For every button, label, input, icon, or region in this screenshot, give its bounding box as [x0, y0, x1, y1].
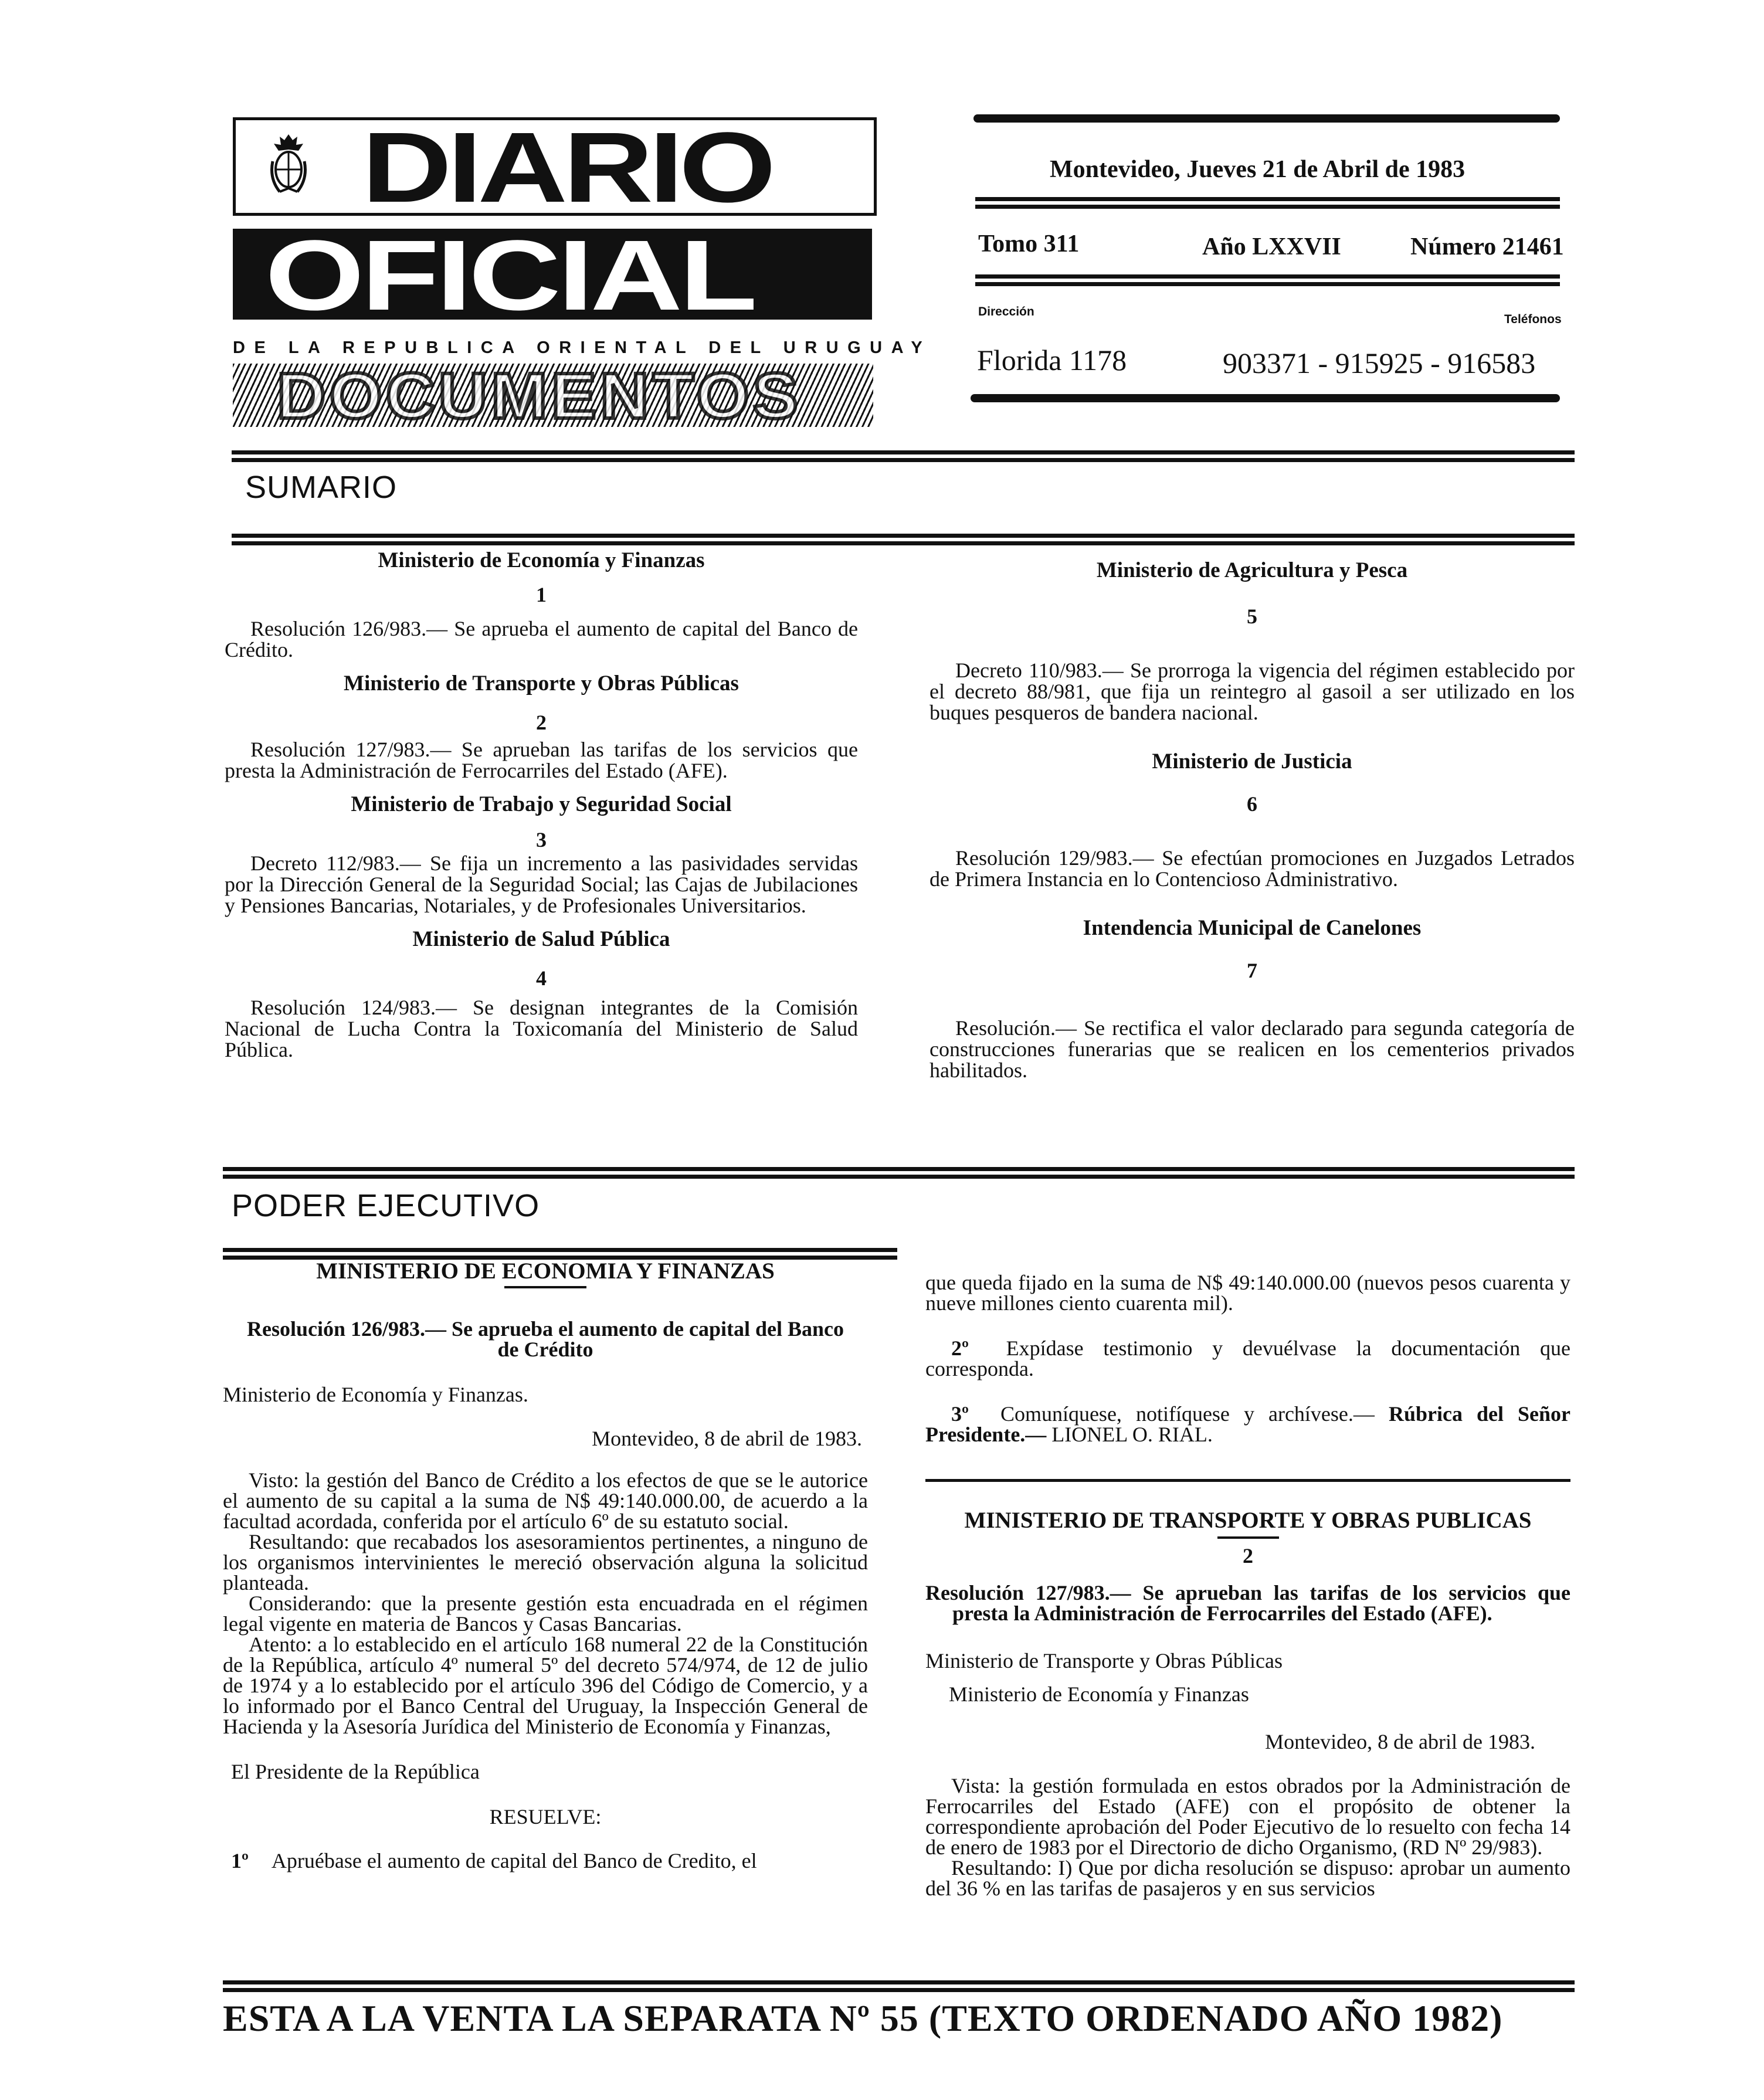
sumario-entry [225, 794, 858, 916]
sumario-ministry: Ministerio de Agricultura y Pesca [1096, 558, 1408, 582]
header-rule-top [973, 114, 1560, 123]
tomo: Tomo 311 [978, 230, 1080, 257]
footer-rule [223, 1980, 1575, 1992]
direccion-value: Florida 1178 [977, 344, 1127, 376]
resolve-item-3 [925, 1404, 1570, 1445]
sumario-rule-bottom [232, 534, 1575, 545]
sumario-number: 7 [1247, 959, 1257, 982]
issuer-2: Ministerio de Economía y Finanzas [949, 1682, 1249, 1706]
sumario-summary: Resolución.— Se rectifica el valor declarado para segunda categoría de construcciones funerarias que se realicen en los cementerios privados habilitados. [930, 1016, 1575, 1082]
issuer: Ministerio de Economía y Finanzas. [223, 1383, 528, 1406]
anio: Año LXXVII [1202, 233, 1341, 260]
resultando-paragraph: Resultando: que recabados los asesoramientos pertinentes, a ninguno de los organismos intervinientes le mereció observación alguna la solicitud planteada. [223, 1530, 868, 1594]
resolution-date: Montevideo, 8 de abril de 1983. [592, 1427, 862, 1450]
sumario-entry [225, 550, 858, 660]
resolve-item-2 [925, 1338, 1570, 1379]
documentos-banner [233, 364, 873, 427]
considerando-paragraph: Considerando: que la presente gestión esta encuadrada en el régimen legal vigente en materia de Bancos y Casas Bancarias. [223, 1592, 868, 1636]
telefonos-label: Teléfonos [1504, 313, 1562, 326]
masthead-title-diario: DIARIO [362, 112, 772, 223]
ministry-underline [1217, 1536, 1279, 1539]
resolve-item-1 [223, 1851, 868, 1871]
article-right-column [925, 1273, 1570, 1899]
telefonos-value: 903371 - 915925 - 916583 [1223, 347, 1536, 379]
poder-ejecutivo-rule-top [223, 1167, 1575, 1179]
sumario-number: 5 [1247, 605, 1257, 628]
sumario-ministry: Ministerio de Transporte y Obras Públicas [344, 671, 739, 696]
numero: Número 21461 [1410, 233, 1564, 260]
sumario-entry [930, 751, 1575, 890]
sumario-ministry: Ministerio de Justicia [1152, 749, 1352, 773]
vista-paragraph: Vista: la gestión formulada en estos obrados por la Administración de Ferrocarriles del Estado (AFE) con el propósito de obtener la correspondiente aprobación del Poder Ejecutivo de lo resuelto con fecha 14 de enero de 1983 por el Directorio de dicho Organismo, (RD Nº 29/983). [925, 1774, 1570, 1859]
sumario-summary: Decreto 110/983.— Se prorroga la vigencia del régimen establecido por el decreto 88/981, que fija un reintegro al gasoil a ser utilizado en los buques pesqueros de bandera nacional. [930, 659, 1575, 724]
poder-ejecutivo-title: PODER EJECUTIVO [232, 1188, 540, 1223]
presidente-line: El Presidente de la República [231, 1760, 480, 1783]
resolution-title: Resolución 127/983.— Se aprueban las tarifas de los servicios que presta la Administración de Ferrocarriles del Estado (AFE). [925, 1581, 1570, 1625]
coat-of-arms-icon [268, 132, 309, 196]
sumario-entry [930, 560, 1575, 723]
header-rule-bottom [971, 394, 1560, 402]
direccion-label: Dirección [978, 305, 1034, 318]
separata-banner: ESTA A LA VENTA LA SEPARATA Nº 55 (TEXTO ORDENADO AÑO 1982) [223, 1997, 1503, 2039]
sumario-number: 6 [1247, 792, 1257, 816]
ministry-heading: MINISTERIO DE ECONOMIA Y FINANZAS [316, 1258, 775, 1284]
sumario-ministry: Ministerio de Trabajo y Seguridad Social [351, 792, 732, 816]
article-divider [925, 1479, 1570, 1482]
sumario-summary: Resolución 124/983.— Se designan integrantes de la Comisión Nacional de Lucha Contra la Toxicomanía del Ministerio de Salud Pública. [225, 996, 858, 1061]
item-text: Comuníquese, notifíquese y archívese.— [1000, 1402, 1375, 1426]
sumario-number: 1 [536, 583, 547, 606]
resultando-paragraph: Resultando: I) Que por dicha resolución se dispuso: aprobar un aumento del 36 % en las tarifas de pasajeros y en sus servicios [925, 1856, 1570, 1900]
ministry-heading: MINISTERIO DE TRANSPORTE Y OBRAS PUBLICAS [964, 1508, 1532, 1533]
ministry-underline [504, 1286, 586, 1288]
masthead-title-oficial: OFICIAL [265, 220, 755, 331]
signature-name: LIONEL O. RIAL. [1051, 1423, 1213, 1446]
sumario-number: 4 [536, 966, 547, 990]
documentos-banner-text: DOCUMENTOS [277, 364, 802, 427]
article-number: 2 [1243, 1544, 1253, 1568]
sumario-title: SUMARIO [245, 470, 398, 505]
sumario-left-column [225, 550, 858, 1060]
masthead-oficial-box [233, 220, 872, 331]
continuation-paragraph: que queda fijado en la suma de N$ 49:140.000.00 (nuevos pesos cuarenta y nueve millones ciento cuarenta mil). [925, 1271, 1570, 1315]
sumario-entry [930, 918, 1575, 1081]
sumario-rule-top [232, 450, 1575, 462]
poder-ejecutivo-rule-left [223, 1248, 897, 1260]
article-economia [223, 1258, 868, 1872]
sumario-entry [225, 673, 858, 781]
signature-label: Rúbrica del Señor Presidente.— [925, 1402, 1571, 1446]
item-number: 2º [951, 1336, 969, 1360]
sumario-number: 2 [536, 711, 547, 734]
sumario-summary: Resolución 129/983.— Se efectúan promociones en Juzgados Letrados de Primera Instancia en lo Contencioso Administrativo. [930, 846, 1575, 891]
sumario-ministry: Intendencia Municipal de Canelones [1083, 916, 1422, 940]
issuer-1: Ministerio de Transporte y Obras Públicas [925, 1649, 1283, 1672]
header-rule-double-1 [975, 197, 1560, 209]
item-text: Apruébase el aumento de capital del Banco de Credito, el [271, 1849, 757, 1872]
item-text: Expídase testimonio y devuélvase la documentación que corresponda. [925, 1336, 1570, 1380]
sumario-summary: Resolución 126/983.— Se aprueba el aumento de capital del Banco de Crédito. [225, 617, 858, 661]
item-number: 1º [231, 1849, 249, 1872]
sumario-right-column [930, 560, 1575, 1081]
atento-paragraph: Atento: a lo establecido en el artículo 168 numeral 22 de la Constitución de la República, artículo 4º numeral 5º del decreto 574/974, de 12 de julio de 1974 y a lo establecido por el artículo 396 del Código de Comercio, y a lo informado por el Banco Central del Uruguay, la Inspección General de Hacienda y la Asesoría Jurídica del Ministerio de Economía y Finanzas, [223, 1633, 868, 1738]
resuelve-heading: RESUELVE: [489, 1805, 602, 1828]
sumario-entry [225, 929, 858, 1060]
item-number: 3º [951, 1402, 969, 1426]
masthead-diario-box [233, 112, 877, 223]
publication-date: Montevideo, Jueves 21 de Abril de 1983 [1050, 156, 1466, 183]
resolution-title: Resolución 126/983.— Se aprueba el aumento de capital del Banco de Crédito [246, 1317, 844, 1361]
sumario-ministry: Ministerio de Economía y Finanzas [378, 548, 705, 572]
sumario-ministry: Ministerio de Salud Pública [412, 927, 670, 951]
resolution-date: Montevideo, 8 de abril de 1983. [1265, 1730, 1535, 1753]
visto-paragraph: Visto: la gestión del Banco de Crédito a los efectos de que se le autorice el aumento de su capital a la suma de N$ 49:140.000.00, de acuerdo a la facultad acordada, conferida por el artículo 6º de su estatuto social. [223, 1468, 868, 1533]
sumario-summary: Resolución 127/983.— Se aprueban las tarifas de los servicios que presta la Administración de Ferrocarriles del Estado (AFE). [225, 738, 858, 782]
masthead-subtitle: DE LA REPUBLICA ORIENTAL DEL URUGUAY [233, 338, 932, 357]
sumario-number: 3 [536, 828, 547, 851]
sumario-summary: Decreto 112/983.— Se fija un incremento a las pasividades servidas por la Dirección General de la Seguridad Social; las Cajas de Jubilaciones y Pensiones Bancarias, Notariales, y de Profesionales Universitarios. [225, 851, 858, 917]
header-rule-double-2 [975, 274, 1560, 286]
